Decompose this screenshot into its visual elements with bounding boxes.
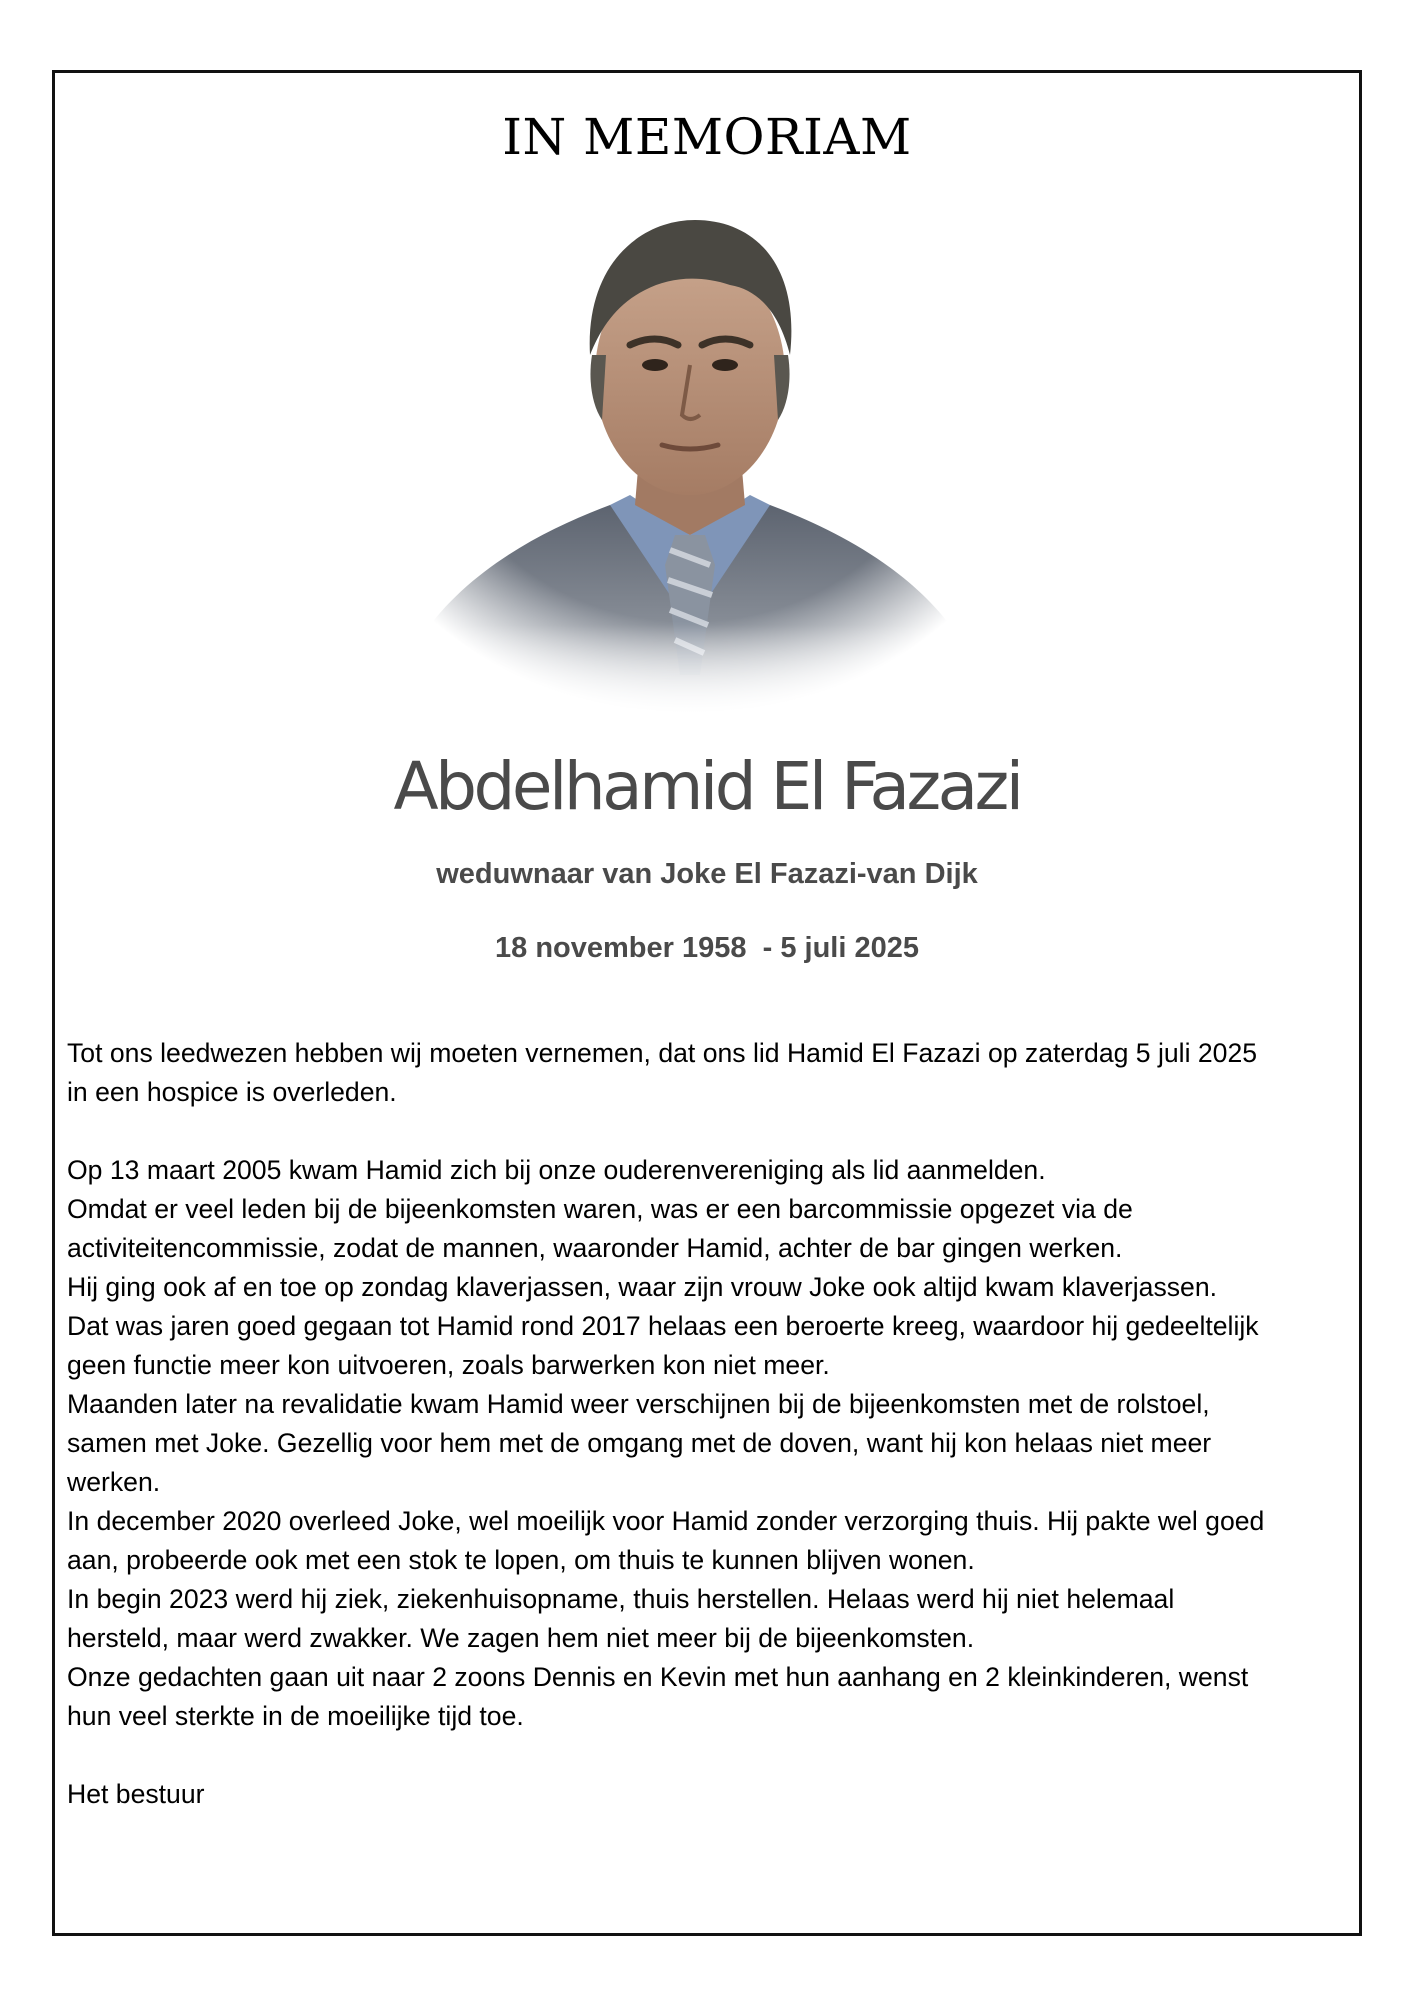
text-line: In begin 2023 werd hij ziek, ziekenhuisopname, thuis herstellen. Helaas werd hij niet helemaal xyxy=(67,1584,1175,1614)
deceased-name: Abdelhamid El Fazazi xyxy=(393,748,1021,825)
widower-line: weduwnaar van Joke El Fazazi-van Dijk xyxy=(436,858,978,890)
text-line: Tot ons leedwezen hebben wij moeten vernemen, dat ons lid Hamid El Fazazi op zaterdag 5 juli 2025 xyxy=(67,1038,1258,1068)
text-line: Onze gedachten gaan uit naar 2 zoons Dennis en Kevin met hun aanhang en 2 kleinkinderen, wenst xyxy=(67,1662,1249,1692)
paragraph-gap xyxy=(67,1112,1357,1151)
signature: Het bestuur xyxy=(67,1779,205,1809)
text-line: samen met Joke. Gezellig voor hem met de omgang met de doven, want hij kon helaas niet meer xyxy=(67,1428,1212,1458)
text-line: activiteitencommissie, zodat de mannen, waaronder Hamid, achter de bar gingen werken. xyxy=(67,1233,1123,1263)
text-line: In december 2020 overleed Joke, wel moeilijk voor Hamid zonder verzorging thuis. Hij pakte wel goed xyxy=(67,1506,1265,1536)
portrait-photo xyxy=(380,205,1000,735)
text-line: geen functie meer kon uitvoeren, zoals barwerken kon niet meer. xyxy=(67,1350,830,1380)
text-line: hersteld, maar werd zwakker. We zagen hem niet meer bij de bijeenkomsten. xyxy=(67,1623,975,1653)
text-line: Omdat er veel leden bij de bijeenkomsten waren, was er een barcommissie opgezet via de xyxy=(67,1194,1133,1224)
memorial-text xyxy=(67,1034,1357,1814)
text-line: hun veel sterkte in de moeilijke tijd toe. xyxy=(67,1701,524,1731)
life-dates: 18 november 1958 - 5 juli 2025 xyxy=(495,932,919,964)
text-line: Dat was jaren goed gegaan tot Hamid rond 2017 helaas een beroerte kreeg, waardoor hij gedeeltelijk xyxy=(67,1311,1259,1341)
text-line: Hij ging ook af en toe op zondag klaverjassen, waar zijn vrouw Joke ook altijd kwam klaverjassen. xyxy=(67,1272,1218,1302)
text-line: Op 13 maart 2005 kwam Hamid zich bij onze ouderenvereniging als lid aanmelden. xyxy=(67,1155,1046,1185)
page-title: IN MEMORIAM xyxy=(502,108,912,166)
text-line: Maanden later na revalidatie kwam Hamid weer verschijnen bij de bijeenkomsten met de rolstoel, xyxy=(67,1389,1210,1419)
text-line: aan, probeerde ook met een stok te lopen, om thuis te kunnen blijven wonen. xyxy=(67,1545,975,1575)
paragraph-gap xyxy=(67,1736,1357,1775)
text-line: in een hospice is overleden. xyxy=(67,1077,397,1107)
text-line: werken. xyxy=(67,1467,161,1497)
